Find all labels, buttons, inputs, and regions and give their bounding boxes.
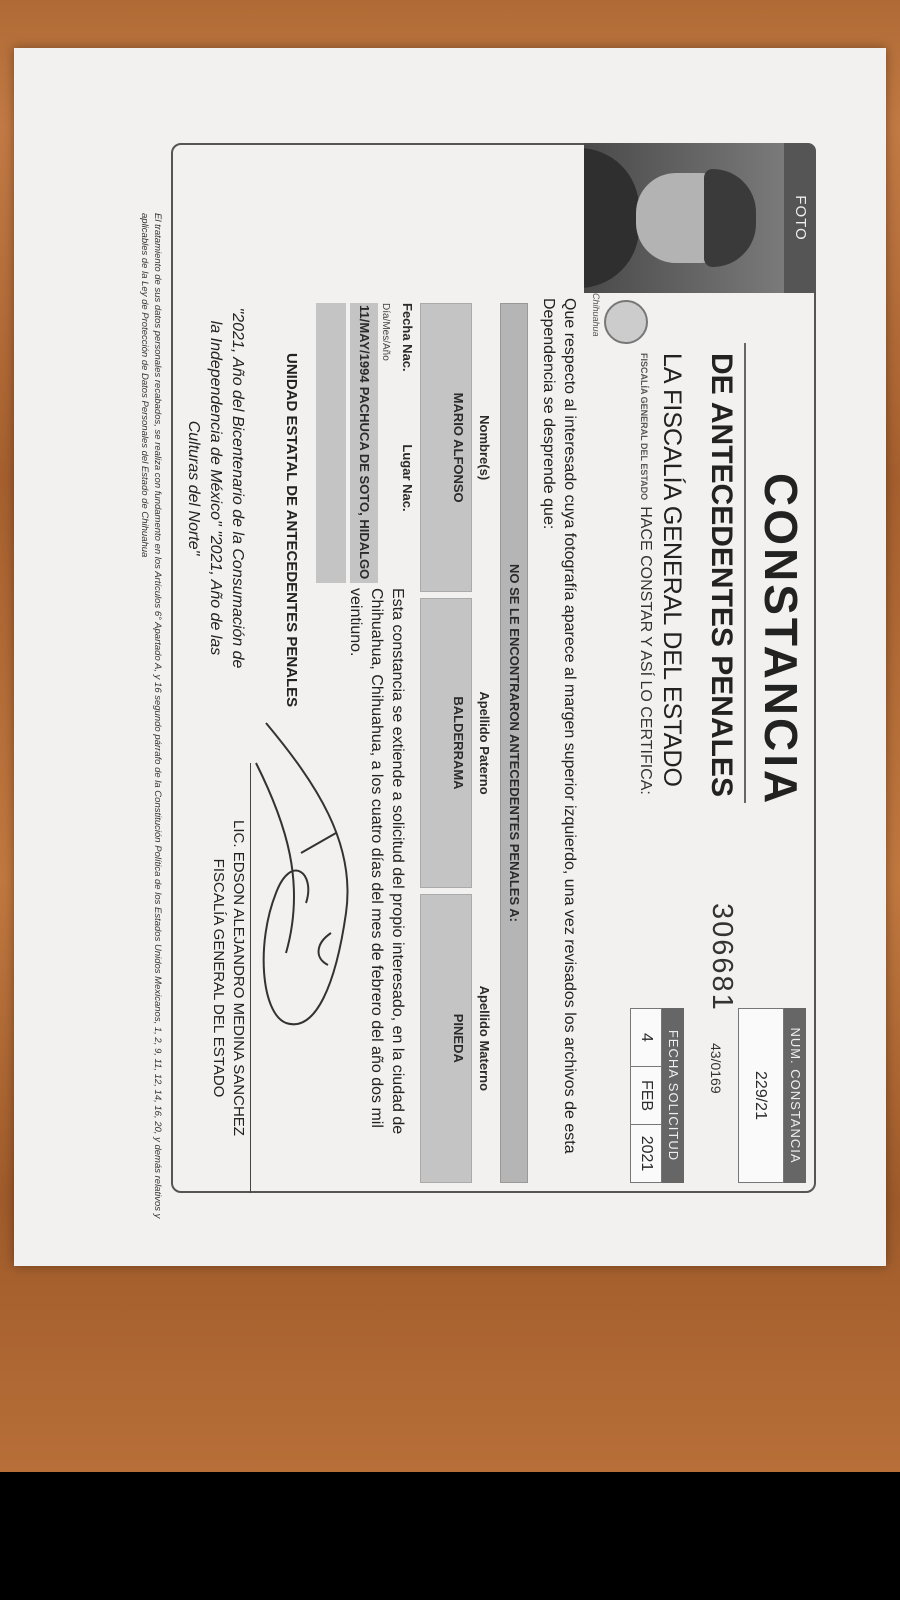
paterno-field xyxy=(420,598,496,887)
certify-line xyxy=(636,353,654,795)
background-bottom-band xyxy=(0,1490,900,1600)
materno-label: Apellido Materno xyxy=(477,985,492,1092)
num-constancia-value: 229/21 xyxy=(738,1008,784,1183)
extends-paragraph: Esta constancia se extiende a solicitud del propio interesado, en la ciudad de Chihuahua, Chihuahua, a los cuatro días del mes de febrero del año dos mil veintiuno. xyxy=(347,588,406,1135)
signer-block xyxy=(208,763,251,1193)
birth-fields xyxy=(350,303,418,583)
signer-title: FISCALÍA GENERAL DEL ESTADO xyxy=(210,858,227,1098)
materno-field xyxy=(420,894,496,1183)
signer-name: LIC. EDSON ALEJANDRO MEDINA SANCHEZ xyxy=(230,820,247,1136)
fecha-nac-label: Fecha Nac. xyxy=(400,303,415,372)
signature-icon xyxy=(246,703,376,1063)
seal-text: FISCALÍA GENERAL DEL ESTADO xyxy=(639,353,649,501)
document-title: CONSTANCIA xyxy=(755,473,807,807)
num-constancia-label: NUM. CONSTANCIA xyxy=(784,1008,806,1183)
intro-paragraph: Que respecto al interesado cuya fotografía aparece al margen superior izquierdo, una vez revisados los archivos de esta Dependencia se desprende que: xyxy=(540,298,578,1154)
document-subtitle: DE ANTECEDENTES PENALES xyxy=(705,353,738,797)
certify-text: HACE CONSTAR Y ASÍ LO CERTIFICA: xyxy=(637,506,654,795)
materno-value: PINEDA xyxy=(420,894,472,1183)
result-bar: NO SE LE ENCONTRARON ANTECEDENTES PENALES A: xyxy=(500,303,528,1183)
nombre-field xyxy=(420,303,496,592)
nombre-label: Nombre(s) xyxy=(477,415,492,481)
year-motto: "2021, Año del Bicentenario de la Consumación de la Independencia de México" "2021, Año de las Culturas del Norte" xyxy=(185,307,246,669)
seal-caption: Chihuahua xyxy=(591,293,601,337)
fecha-solicitud-value xyxy=(630,1008,662,1183)
person-photo xyxy=(584,143,784,293)
lugar-nac-value: PACHUCA DE SOTO, HIDALGO xyxy=(357,386,372,580)
title-divider xyxy=(744,343,746,803)
seal-icon xyxy=(604,300,648,344)
lugar-nac-label: Lugar Nac. xyxy=(400,444,415,512)
dma-label: Día/Mes/Año xyxy=(380,303,391,361)
certificate-document xyxy=(116,143,816,1263)
empty-gray-box xyxy=(316,303,346,583)
fecha-year: 2021 xyxy=(631,1125,661,1182)
unit-name: UNIDAD ESTATAL DE ANTECEDENTES PENALES xyxy=(283,353,300,708)
photo-label: FOTO xyxy=(784,143,816,293)
folio-number: 306681 xyxy=(706,903,738,1012)
fecha-month: FEB xyxy=(631,1067,661,1125)
fecha-nac-value: 11/MAY/1994 xyxy=(357,305,372,383)
name-fields xyxy=(420,303,496,1183)
paterno-label: Apellido Paterno xyxy=(477,691,492,795)
fecha-day: 4 xyxy=(631,1009,661,1067)
fine-print: El tratamiento de sus datos personales recabados, se realiza con fundamento en los Artículos 6° Apartado A, y 16 segundo párrafo de la Constitución Política de los Estados Unidos Mexicanos, 1, 2, 9, 11, 12, 14, 16, 20, y demás relativos y aplicables de la Ley de Protección de Datos Personales del Estado de Chihuahua xyxy=(139,213,163,1219)
nombre-value: MARIO ALFONSO xyxy=(420,303,472,592)
fecha-solicitud-label: FECHA SOLICITUD xyxy=(662,1008,684,1183)
paterno-value: BALDERRAMA xyxy=(420,598,472,887)
paper-sheet xyxy=(14,48,886,1266)
issuer: LA FISCALÍA GENERAL DEL ESTADO xyxy=(658,353,686,787)
folio-suffix: 43/0169 xyxy=(708,1043,724,1094)
